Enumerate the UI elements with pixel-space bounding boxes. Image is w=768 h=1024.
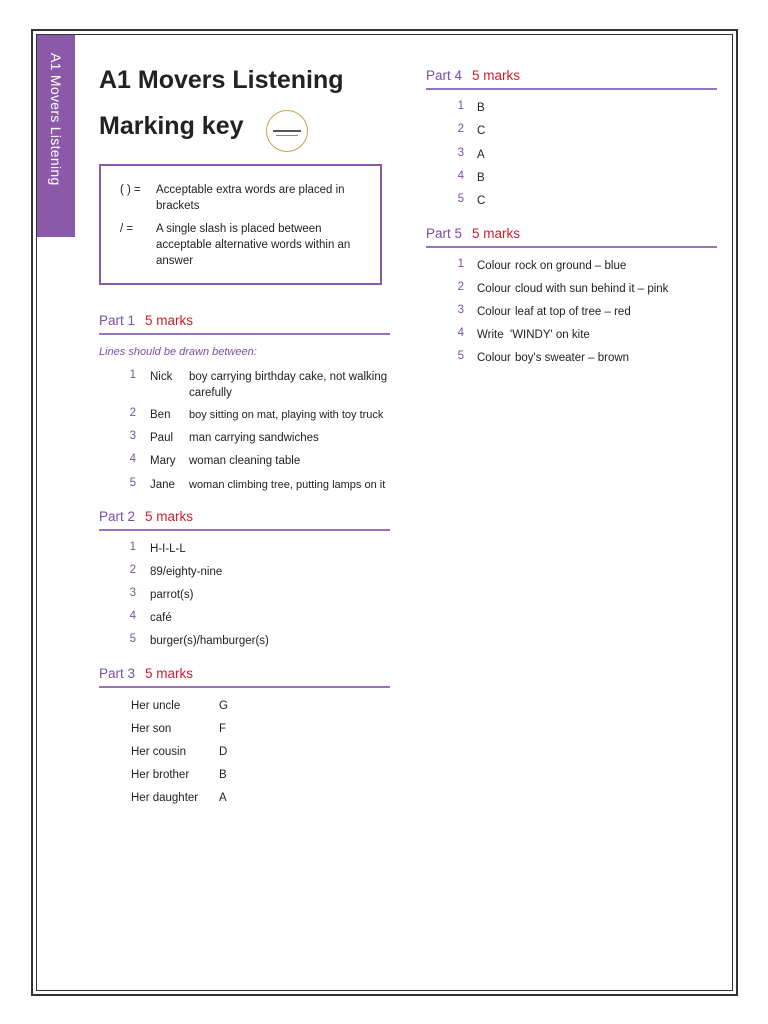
item-number: 4 [457, 327, 464, 339]
part4-label: Part 4 [426, 68, 463, 83]
item-name: Ben [150, 409, 171, 421]
part2-marks: 5 marks [145, 509, 194, 524]
relation-letter: A [219, 792, 227, 804]
item-number: 4 [129, 453, 136, 465]
item-answer: rock on ground – blue [515, 260, 627, 272]
side-tab-label: A1 Movers Listening [48, 53, 64, 186]
item-number: 3 [457, 304, 464, 316]
item-number: 5 [129, 477, 136, 489]
relation-person: Her son [131, 723, 172, 735]
item-answer: 89/eighty-nine [150, 566, 223, 578]
relation-person: Her uncle [131, 700, 181, 712]
part2-label: Part 2 [99, 509, 136, 524]
item-answer: cloud with sun behind it – pink [515, 283, 669, 295]
relation-person: Her brother [131, 769, 190, 781]
item-number: 4 [457, 170, 464, 182]
logo-icon [266, 110, 308, 152]
item-action: Colour [477, 260, 511, 272]
key-symbol: ( ) = [120, 184, 141, 196]
relation-letter: B [219, 769, 227, 781]
item-answer: B [477, 102, 485, 114]
item-name: Jane [150, 479, 175, 491]
part1-rule [99, 333, 390, 335]
item-action: Colour [477, 283, 511, 295]
part1-label: Part 1 [99, 313, 136, 328]
part3-heading [99, 666, 193, 681]
part1-marks: 5 marks [145, 313, 194, 328]
item-number: 2 [457, 281, 464, 293]
item-answer: woman cleaning table [189, 455, 301, 467]
item-name: Mary [150, 455, 176, 467]
part3-label: Part 3 [99, 666, 136, 681]
key-symbol: / = [120, 223, 134, 235]
item-number: 1 [457, 100, 464, 112]
relation-letter: F [219, 723, 227, 735]
item-number: 2 [457, 123, 464, 135]
key-box [99, 164, 382, 285]
item-answer: H-I-L-L [150, 543, 186, 555]
item-number: 1 [457, 258, 464, 270]
item-answer: boy's sweater – brown [515, 352, 630, 364]
item-answer: leaf at top of tree – red [515, 306, 631, 318]
item-number: 2 [129, 407, 136, 419]
part2-heading [99, 509, 193, 524]
item-answer: parrot(s) [150, 589, 194, 601]
item-answer: man carrying sandwiches [189, 432, 319, 444]
item-action: Write [477, 329, 504, 341]
part5-label: Part 5 [426, 226, 463, 241]
item-answer: C [477, 125, 486, 137]
item-name: Paul [150, 432, 174, 444]
part5-rule [426, 246, 717, 248]
relation-letter: G [219, 700, 228, 712]
page-title: A1 Movers Listening [99, 66, 344, 94]
item-number: 1 [129, 541, 136, 553]
part1-heading [99, 313, 193, 328]
item-answer: boy carrying birthday cake, not walking carefully [189, 371, 388, 399]
part5-marks: 5 marks [472, 226, 521, 241]
relation-person: Her cousin [131, 746, 186, 758]
side-tab [37, 35, 75, 237]
item-answer: burger(s)/hamburger(s) [150, 635, 269, 647]
item-name: Nick [150, 371, 173, 383]
item-number: 5 [457, 193, 464, 205]
key-text: A single slash is placed between acceptable alternative words within an answer [156, 223, 351, 267]
item-number: 5 [457, 350, 464, 362]
item-number: 1 [129, 369, 136, 381]
part3-marks: 5 marks [145, 666, 194, 681]
item-number: 4 [129, 610, 136, 622]
part5-heading [426, 226, 520, 241]
item-answer: B [477, 172, 485, 184]
part2-rule [99, 529, 390, 531]
item-number: 2 [129, 564, 136, 576]
item-answer: café [150, 612, 172, 624]
item-number: 3 [129, 587, 136, 599]
part4-heading [426, 68, 520, 83]
item-number: 5 [129, 633, 136, 645]
item-answer: boy sitting on mat, playing with toy truck [189, 409, 384, 421]
key-text: Acceptable extra words are placed in brackets [156, 184, 345, 212]
relation-letter: D [219, 746, 228, 758]
item-answer: woman climbing tree, putting lamps on it [189, 479, 386, 491]
item-number: 3 [457, 147, 464, 159]
item-action: Colour [477, 306, 511, 318]
page-subtitle: Marking key [99, 112, 244, 140]
part4-rule [426, 88, 717, 90]
item-number: 3 [129, 430, 136, 442]
part3-rule [99, 686, 390, 688]
part4-marks: 5 marks [472, 68, 521, 83]
part1-instruction: Lines should be drawn between: [99, 346, 257, 358]
item-answer: C [477, 195, 486, 207]
item-answer: A [477, 149, 485, 161]
relation-person: Her daughter [131, 792, 199, 804]
item-action: Colour [477, 352, 511, 364]
item-answer: 'WINDY' on kite [510, 329, 590, 341]
